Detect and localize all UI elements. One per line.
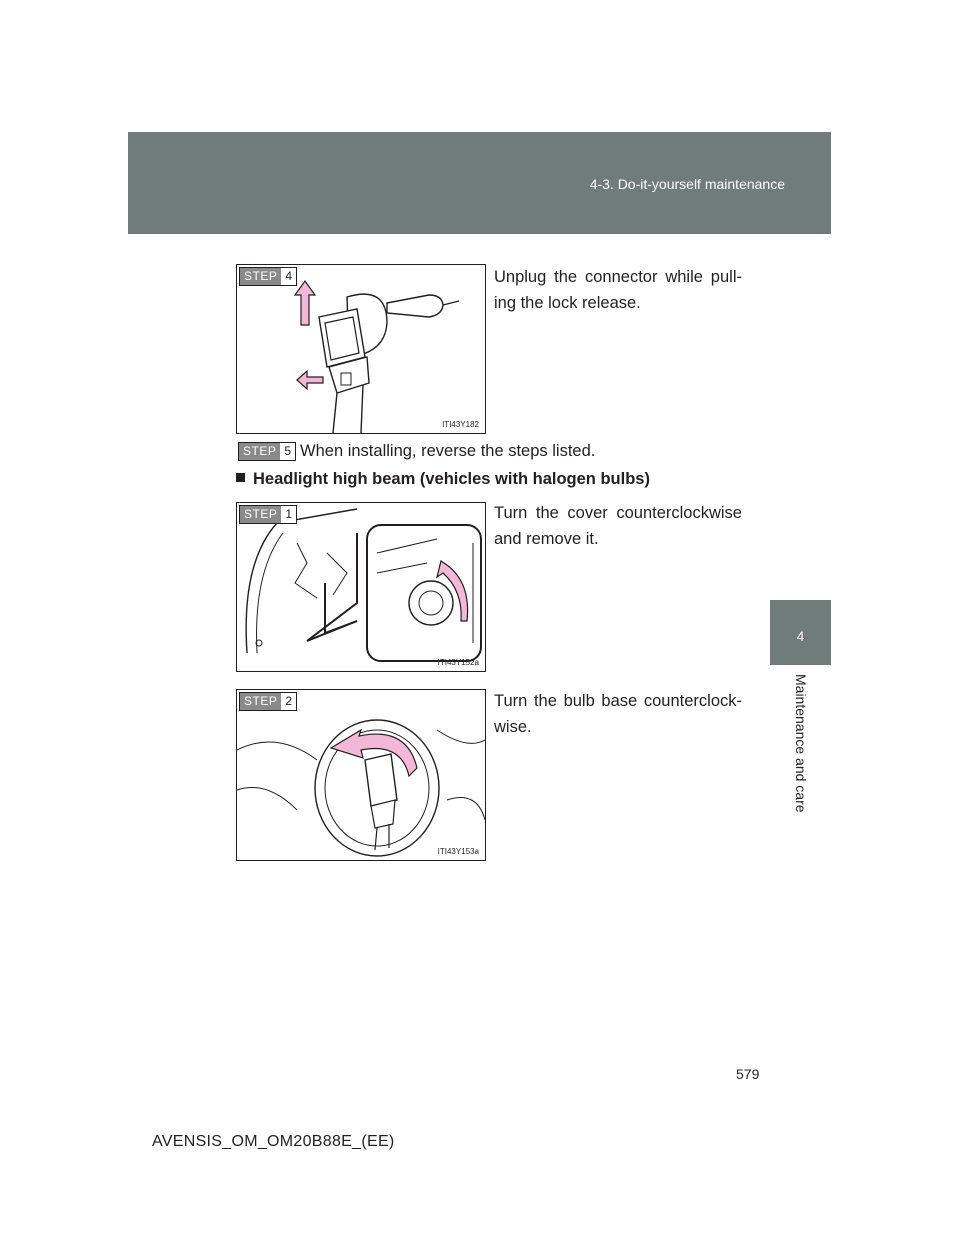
step5-line [238,442,595,461]
figure-id: ITI43Y182 [442,420,479,429]
step1-illustration [236,502,486,672]
chapter-title: Maintenance and care [793,674,809,813]
figure-id: ITI43Y152a [437,658,479,667]
chapter-number: 4 [796,628,805,644]
square-bullet-icon [236,473,245,482]
step-badge: STEP 4 [239,267,297,286]
step-badge: STEP 5 [238,442,296,461]
step2-text: Turn the bulb base counterclock-wise. [494,692,742,736]
section-heading: Headlight high beam (vehicles with halogen bulbs) [236,470,650,489]
step4-illustration [236,264,486,434]
step4-text: Unplug the connector while pull-ing the lock release. [494,268,742,312]
bulb-base-drawing [237,690,485,860]
step-badge: STEP 1 [239,505,297,524]
headlight-cover-drawing [237,503,485,671]
page-number: 579 [736,1066,760,1082]
section-title: 4-3. Do-it-yourself maintenance [589,176,785,192]
document-code: AVENSIS_OM_OM20B88E_(EE) [152,1133,395,1150]
step2-illustration [236,689,486,861]
step5-text: When installing, reverse the steps listed. [300,442,596,460]
chapter-tab [770,600,831,665]
figure-id: ITI43Y153a [437,847,479,856]
header-band [128,132,831,234]
step-badge: STEP 2 [239,692,297,711]
step1-text: Turn the cover counterclockwise and remove it. [494,504,742,548]
bulb-connector-drawing [237,265,485,433]
